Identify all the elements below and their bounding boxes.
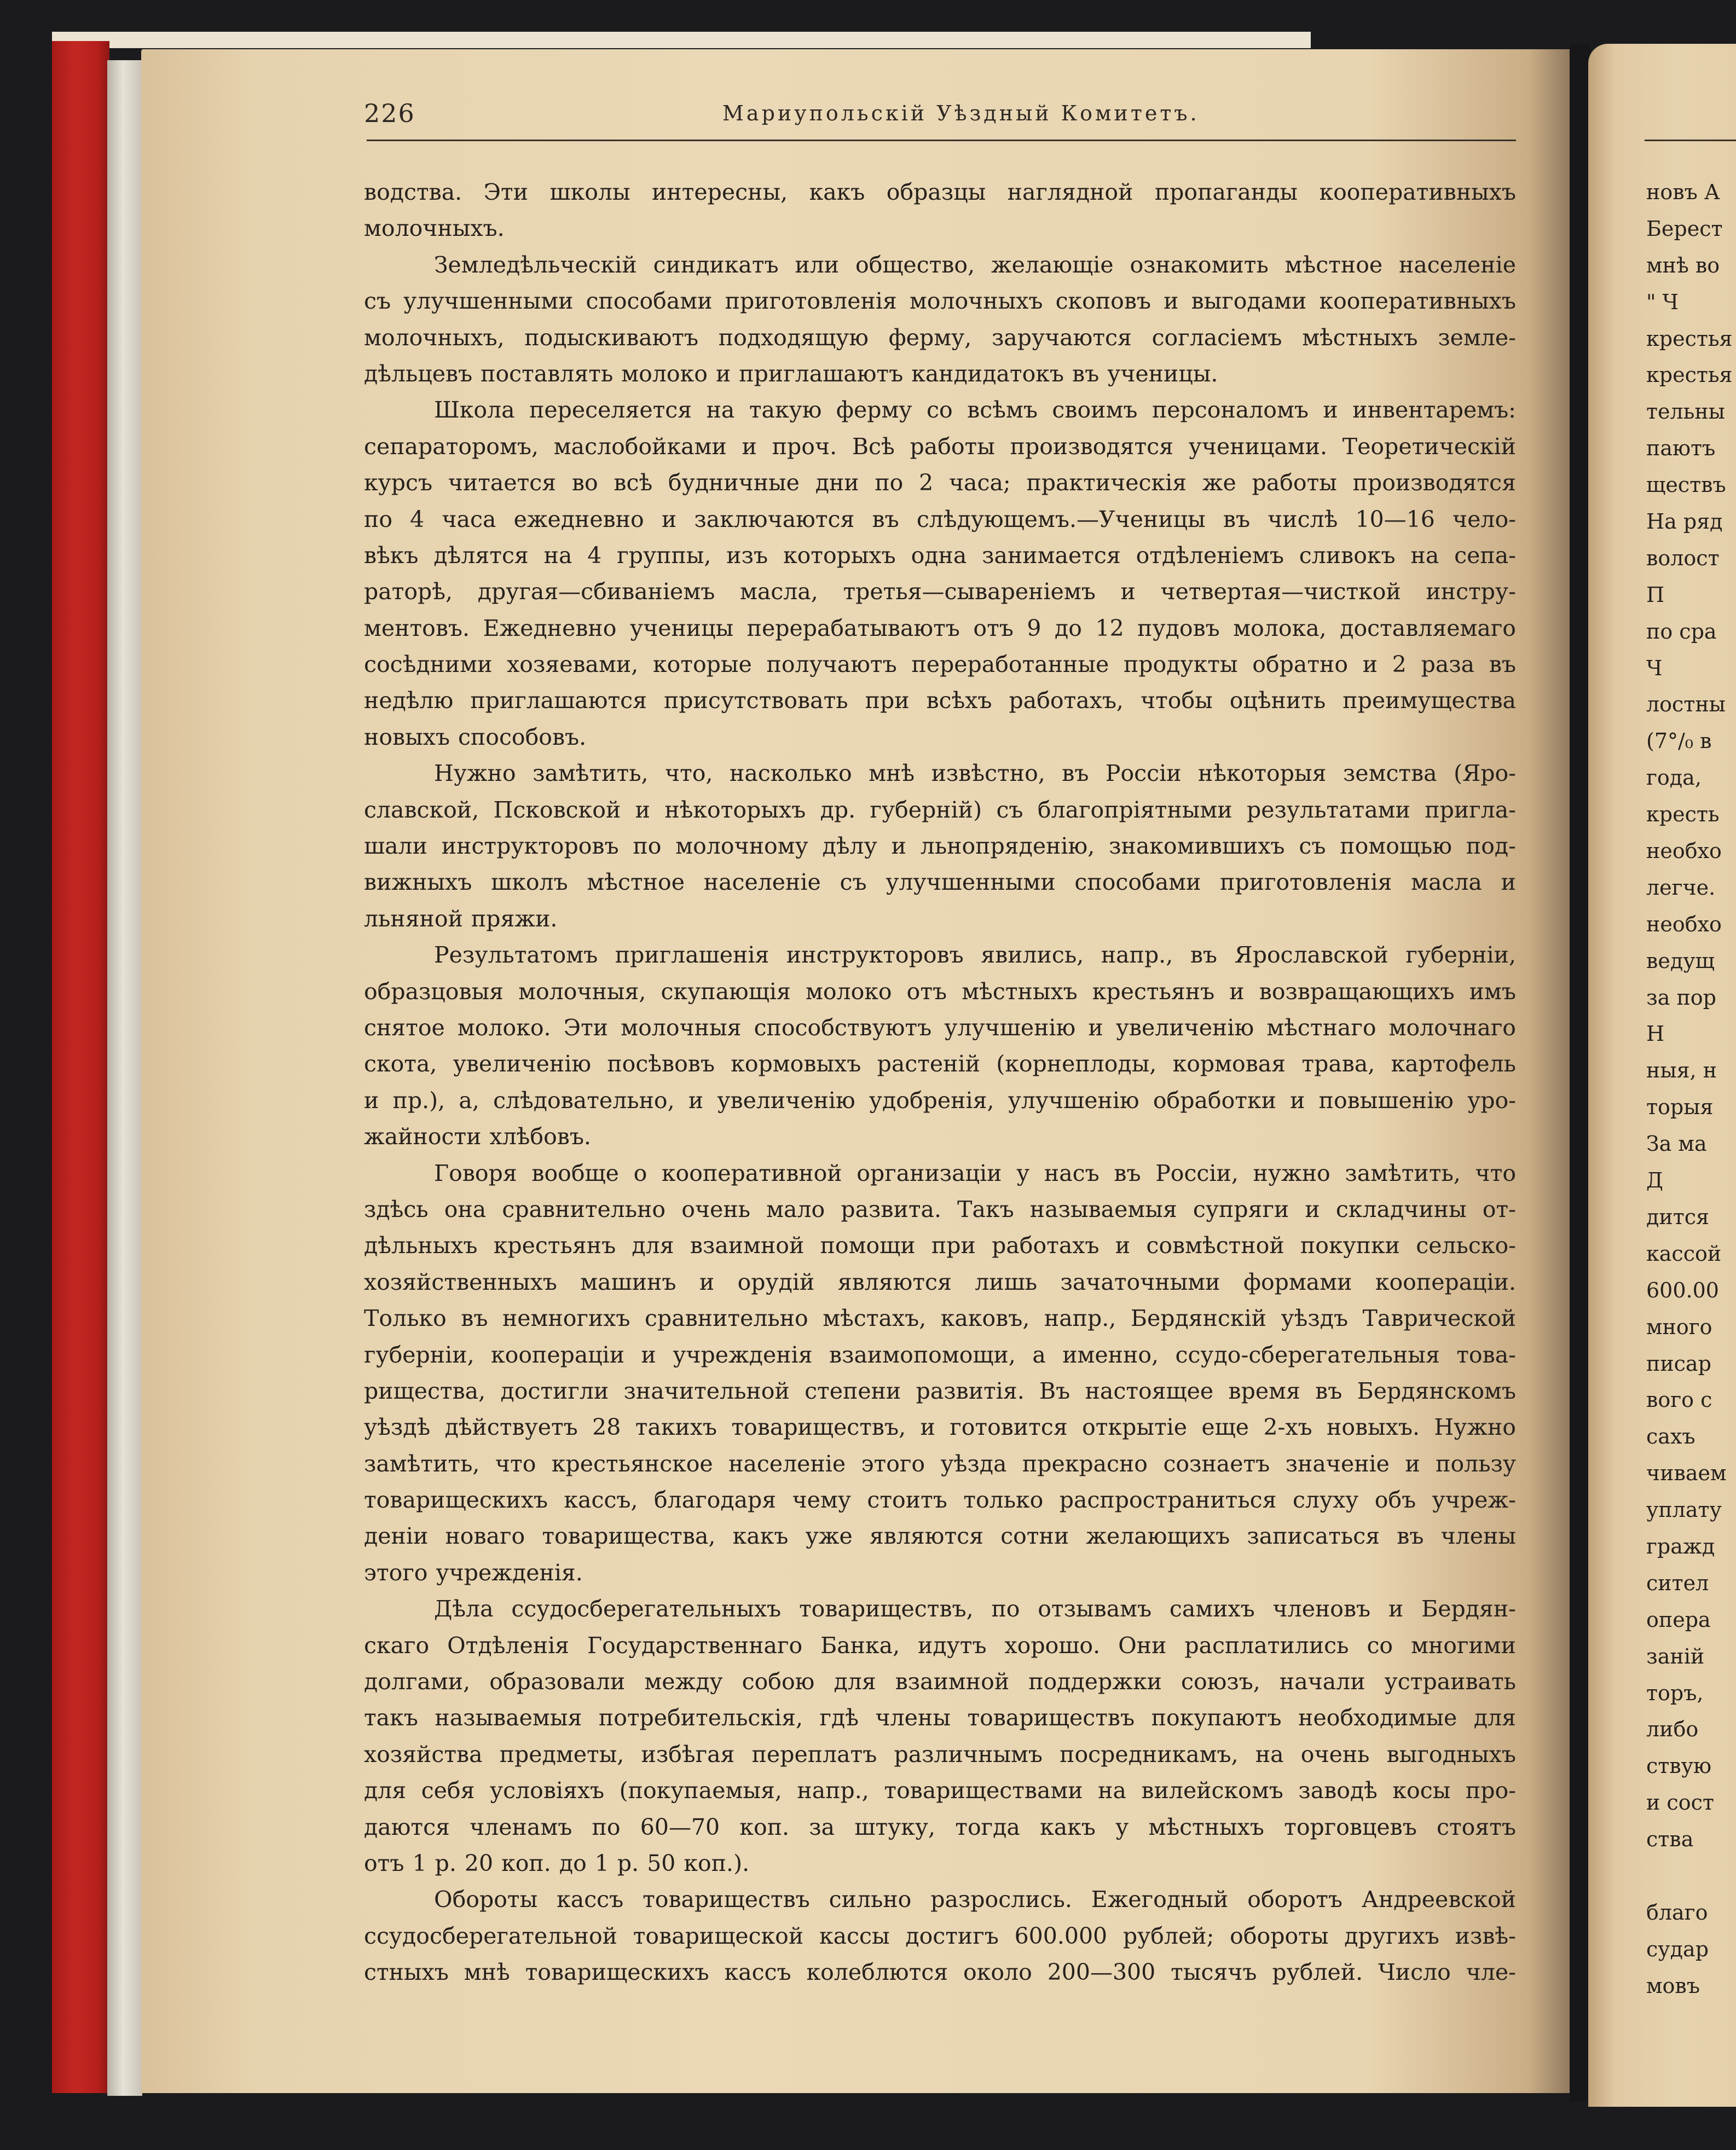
text-line: Земледѣльческій синдикатъ или общество, желающіе ознакомить мѣстное населеніе bbox=[434, 251, 1516, 278]
right-text-line: За ма bbox=[1646, 1132, 1707, 1156]
text-line: и пр.), а, слѣдовательно, и увеличенію удобренія, улучшенію обработки и повышенію уро- bbox=[364, 1087, 1516, 1114]
text-line: недѣлю приглашаются присутствовать при всѣхъ работахъ, чтобы оцѣнить преимущества bbox=[364, 687, 1516, 714]
page-number: 226 bbox=[364, 98, 415, 128]
right-text-line: Н bbox=[1646, 1022, 1665, 1046]
text-line: Только въ немногихъ сравнительно мѣстахъ, каковъ, напр., Бердянскій уѣздъ Таврической bbox=[364, 1305, 1516, 1332]
right-text-line: благо bbox=[1646, 1900, 1708, 1925]
right-page-body bbox=[1646, 174, 1736, 2004]
page-edge bbox=[107, 60, 142, 2096]
right-text-line: либо bbox=[1646, 1717, 1699, 1742]
right-text-line: крестья bbox=[1646, 363, 1733, 387]
right-text-line: года, bbox=[1646, 766, 1702, 790]
text-line: вижныхъ школъ мѣстное населеніе съ улучшенными способами приготовленія масла и bbox=[364, 869, 1516, 896]
page-header bbox=[364, 96, 1519, 150]
right-text-line: и сост bbox=[1646, 1790, 1714, 1815]
right-text-line: по сра bbox=[1646, 619, 1717, 644]
right-text-line: сител bbox=[1646, 1571, 1709, 1595]
right-text-line: сахъ bbox=[1646, 1424, 1696, 1449]
right-text-line: новъ А bbox=[1646, 180, 1720, 204]
text-line: снятое молоко. Эти молочныя способствуютъ улучшенію и увеличенію мѣстнаго молочнаго bbox=[364, 1014, 1516, 1041]
right-text-line: гражд bbox=[1646, 1534, 1715, 1558]
text-line: рищества, достигли значительной степени развитія. Въ настоящее время въ Бердянскомъ bbox=[364, 1377, 1516, 1404]
text-line: Нужно замѣтить, что, насколько мнѣ извѣстно, въ Россіи нѣкоторыя земства (Яро- bbox=[434, 760, 1516, 787]
right-text-line: Д bbox=[1646, 1168, 1663, 1193]
text-line: сепараторомъ, маслобойками и проч. Всѣ работы производятся ученицами. Теоретическій bbox=[364, 433, 1516, 460]
right-text-line: уплату bbox=[1646, 1498, 1722, 1522]
text-line: уѣздѣ дѣйствуетъ 28 такихъ товариществъ, и готовится открытіе еще 2-хъ новыхъ. Нужно bbox=[364, 1414, 1516, 1441]
right-text-line: заній bbox=[1646, 1644, 1705, 1668]
right-text-line: за пор bbox=[1646, 985, 1716, 1010]
text-line: стныхъ мнѣ товарищескихъ кассъ колеблются около 200—300 тысячъ рублей. Число чле- bbox=[364, 1959, 1516, 1986]
right-text-line: ныя, н bbox=[1646, 1058, 1717, 1083]
text-line: по 4 часа ежедневно и заключаются въ слѣдующемъ.—Ученицы въ числѣ 10—16 чело- bbox=[364, 506, 1516, 532]
right-text-line: судар bbox=[1646, 1937, 1709, 1961]
text-line: славской, Псковской и нѣкоторыхъ др. губерній) съ благопріятными результатами пригла- bbox=[364, 796, 1516, 823]
text-line: скота, увеличенію посѣвовъ кормовыхъ растеній (корнеплоды, кормовая трава, картофель bbox=[364, 1051, 1516, 1077]
text-line: Дѣла ссудосберегательныхъ товариществъ, по отзывамъ самихъ членовъ и Бердян- bbox=[434, 1596, 1516, 1622]
right-text-line bbox=[1646, 1858, 1736, 1894]
right-text-line: мнѣ во bbox=[1646, 253, 1720, 277]
text-line: Говоря вообще о кооперативной организаціи у насъ въ Россіи, нужно замѣтить, что bbox=[434, 1160, 1516, 1186]
text-line: даются членамъ по 60—70 коп. за штуку, тогда какъ у мѣстныхъ торговцевъ стоятъ bbox=[364, 1813, 1516, 1840]
right-text-line: Берест bbox=[1646, 216, 1723, 241]
text-line: шали инструкторовъ по молочному дѣлу и льнопряденію, знакомившихъ съ помощью под- bbox=[364, 833, 1516, 860]
right-text-line: тельны bbox=[1646, 399, 1725, 424]
text-line: Результатомъ приглашенія инструкторовъ явились, напр., въ Ярославской губерніи, bbox=[434, 942, 1516, 969]
right-text-line: ведущ bbox=[1646, 948, 1715, 973]
text-line: ментовъ. Ежедневно ученицы перерабатываютъ отъ 9 до 12 пудовъ молока, доставляемаго bbox=[364, 615, 1516, 641]
text-line: здѣсь она сравнительно очень мало развита. Такъ называемыя супряги и складчины от- bbox=[364, 1196, 1516, 1222]
text-line: замѣтить, что крестьянское населеніе этого уѣзда прекрасно сознаетъ значеніе и пользу bbox=[364, 1450, 1516, 1477]
text-line: молочныхъ, подыскиваютъ подходящую ферму, заручаются согласіемъ мѣстныхъ земле- bbox=[364, 324, 1516, 351]
scan-top-edge bbox=[52, 32, 1311, 48]
right-text-line: " Ч bbox=[1646, 289, 1679, 314]
text-line: новыхъ способовъ. bbox=[364, 723, 587, 750]
book-gutter bbox=[1570, 44, 1590, 2101]
right-text-line: писар bbox=[1646, 1351, 1711, 1376]
right-text-line: необхо bbox=[1646, 912, 1722, 936]
text-line: водства. Эти школы интересны, какъ образцы наглядной пропаганды кооперативныхъ bbox=[364, 179, 1516, 205]
text-line: губерніи, коопераціи и учрежденія взаимопомощи, а именно, ссудо-сберегательныя това- bbox=[364, 1341, 1516, 1368]
right-text-line: необхо bbox=[1646, 839, 1722, 864]
right-text-line: мовъ bbox=[1646, 1973, 1700, 1998]
right-text-line: волост bbox=[1646, 546, 1720, 570]
right-text-line: кассой bbox=[1646, 1241, 1722, 1266]
right-text-line: П bbox=[1646, 582, 1665, 607]
right-text-line: чиваем bbox=[1646, 1461, 1727, 1486]
text-line: Школа переселяется на такую ферму со всѣмъ своимъ персоналомъ и инвентаремъ: bbox=[434, 397, 1516, 424]
right-text-line: ствую bbox=[1646, 1754, 1712, 1778]
right-text-line: много bbox=[1646, 1314, 1712, 1339]
text-line: раторѣ, другая—сбиваніемъ масла, третья—сывареніемъ и четвертая—чисткой инстру- bbox=[364, 578, 1516, 605]
text-line: отъ 1 р. 20 коп. до 1 р. 50 коп.). bbox=[364, 1850, 750, 1876]
right-header-rule bbox=[1645, 140, 1736, 141]
text-line: Обороты кассъ товариществъ сильно разрослись. Ежегодный оборотъ Андреевской bbox=[434, 1886, 1516, 1913]
book-binding bbox=[52, 41, 109, 2093]
left-page-body bbox=[364, 174, 1516, 1991]
text-line: долгами, образовали между собою для взаимной поддержки союзъ, начали устраивать bbox=[364, 1668, 1516, 1695]
text-line: этого учрежденія. bbox=[364, 1559, 583, 1586]
text-line: хозяйственныхъ машинъ и орудій являются лишь зачаточными формами коопераціи. bbox=[364, 1268, 1516, 1295]
right-text-line: кресть bbox=[1646, 802, 1720, 827]
right-text-line: 600.00 bbox=[1646, 1278, 1719, 1302]
text-line: такъ называемыя потребительскія, гдѣ члены товариществъ покупаютъ необходимые для bbox=[364, 1705, 1516, 1731]
right-text-line: (7°/₀ в bbox=[1646, 729, 1712, 754]
text-line: жайности хлѣбовъ. bbox=[364, 1123, 591, 1150]
text-line: дѣльцевъ поставлять молоко и приглашаютъ кандидатокъ въ ученицы. bbox=[364, 360, 1218, 387]
right-text-line: торыя bbox=[1646, 1095, 1714, 1120]
text-line: дѣльныхъ крестьянъ для взаимной помощи при работахъ и совмѣстной покупки сельско- bbox=[364, 1232, 1516, 1259]
right-text-line: На ряд bbox=[1646, 509, 1723, 534]
right-text-line: вого с bbox=[1646, 1388, 1712, 1412]
text-line: товарищескихъ кассъ, благодаря чему стоитъ только распространиться слуху объ учреж- bbox=[364, 1487, 1516, 1514]
header-rule bbox=[367, 140, 1516, 141]
right-text-line: ства bbox=[1646, 1827, 1694, 1852]
right-text-line: Ч bbox=[1646, 656, 1663, 680]
text-line: льняной пряжи. bbox=[364, 905, 558, 932]
right-text-line: опера bbox=[1646, 1607, 1711, 1632]
right-text-line: лостны bbox=[1646, 692, 1726, 717]
right-text-line: паютъ bbox=[1646, 436, 1716, 461]
right-text-line: крестья bbox=[1646, 326, 1733, 351]
text-line: скаго Отдѣленія Государственнаго Банка, идутъ хорошо. Они расплатились со многими bbox=[364, 1632, 1516, 1659]
text-line: для себя условіяхъ (покупаемыя, напр., товариществами на вилейскомъ заводѣ косы про- bbox=[364, 1777, 1516, 1804]
text-line: хозяйства предметы, избѣгая переплатъ различнымъ посредникамъ, на очень выгодныхъ bbox=[364, 1741, 1516, 1767]
text-line: курсъ читается во всѣ будничные дни по 2 часа; практическія же работы производятся bbox=[364, 470, 1516, 496]
text-line: вѣкъ дѣлятся на 4 группы, изъ которыхъ одна занимается отдѣленіемъ сливокъ на сепа- bbox=[364, 542, 1516, 569]
right-text-line: торъ, bbox=[1646, 1680, 1704, 1705]
right-text-line: легче. bbox=[1646, 875, 1716, 900]
text-line: молочныхъ. bbox=[364, 215, 505, 242]
running-head: Мариупольскій Уѣздный Комитетъ. bbox=[722, 101, 1200, 125]
right-text-line: ществъ bbox=[1646, 473, 1726, 497]
text-line: ссудосберегательной товарищеской кассы достигъ 600.000 рублей; обороты другихъ извѣ- bbox=[364, 1922, 1516, 1949]
text-line: съ улучшенными способами приготовленія молочныхъ скоповъ и выгодами кооперативныхъ bbox=[364, 288, 1516, 315]
text-line: образцовыя молочныя, скупающія молоко отъ мѣстныхъ крестьянъ и возвращающихъ имъ bbox=[364, 978, 1516, 1005]
text-line: деніи новаго товарищества, какъ уже являются сотни желающихъ записаться въ члены bbox=[364, 1523, 1516, 1550]
text-line: сосѣдними хозяевами, которые получаютъ переработанные продукты обратно и 2 раза въ bbox=[364, 651, 1516, 678]
right-text-line: дится bbox=[1646, 1204, 1710, 1229]
